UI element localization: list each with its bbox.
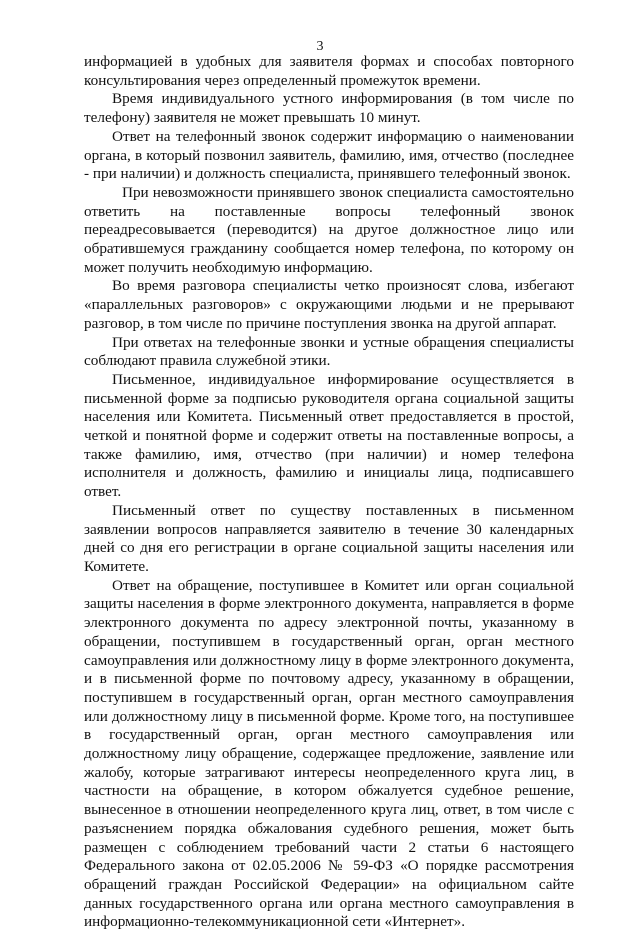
paragraph-written-answer-deadline: Письменный ответ по существу поставленных в письменном заявлении вопросов направляется заявителю в течение 30 календарных дней со дня его регистрации в органе социальной защиты населения или Комитете. <box>84 501 574 575</box>
paragraph-phone-answer: Ответ на телефонный звонок содержит информацию о наименовании органа, в который позвонил заявитель, фамилию, имя, отчество (последнее - при наличии) и должность специалиста, принявшего телефонный звонок. <box>84 127 574 183</box>
document-body <box>84 53 574 932</box>
paragraph-written-informing: Письменное, индивидуальное информирование осуществляется в письменной форме за подписью руководителя органа социальной защиты населения или Комитета. Письменный ответ предоставляется в простой, четкой и понятной форме и содержит ответы на поставленные вопросы, а также фамилию, имя, отчество (при наличии) и номер телефона исполнителя и должность, фамилию и инициалы лица, подписавшего ответ. <box>84 370 574 501</box>
paragraph-conversation-rules: Во время разговора специалисты четко произносят слова, избегают «параллельных разговоров» с окружающими людьми и не прерывают разговор, в том числе по причине поступления звонка на другой аппарат. <box>84 277 574 332</box>
page-number: 3 <box>316 39 324 54</box>
paragraph-oral-duration: Время индивидуального устного информирования (в том числе по телефону) заявителя не может превышать 10 минут. <box>84 90 574 127</box>
paragraph-electronic-answer: Ответ на обращение, поступившее в Комитет или орган социальной защиты населения в форме электронного документа, направляется в форме электронного документа по адресу электронной почты, указанному в обращении, поступившем в государственный орган, орган местного самоуправления или должностному лицу в форме электронного документа, и в письменной форме по почтовому адресу, указанному в обращении, поступившем в государственный орган, орган местного самоуправления или должностному лицу в письменной форме. Кроме того, на поступившее в государственный орган, орган местного самоуправления или должностному лицу обращение, содержащее предложение, заявление или жалобу, которые затрагивают интересы неопределенного круга лиц, в частности на обращение, в котором обжалуется судебное решение, вынесенное в отношении неопределенного круга лиц, ответ, в том числе с разъяснением порядка обжалования судебного решения, может быть размещен с соблюдением требований части 2 статьи 6 настоящего Федерального закона от 02.05.2006 № 59-ФЗ «О порядке рассмотрения обращений граждан Российской Федерации» на официальном сайте данных государственного органа или органа местного самоуправления в информационно-телекоммуникационной сети «Интернет». <box>84 576 574 931</box>
paragraph-continuation: информацией в удобных для заявителя формах и способах повторного консультирования через определенный промежуток времени. <box>84 53 574 89</box>
paragraph-call-redirect: При невозможности принявшего звонок специалиста самостоятельно ответить на поставленные вопросы телефонный звонок переадресовывается (переводится) на другое должностное лицо или обратившемуся гражданину сообщается номер телефона, по которому он может получить необходимую информацию. <box>84 183 574 276</box>
paragraph-ethics: При ответах на телефонные звонки и устные обращения специалисты соблюдают правила служебной этики. <box>84 333 574 370</box>
